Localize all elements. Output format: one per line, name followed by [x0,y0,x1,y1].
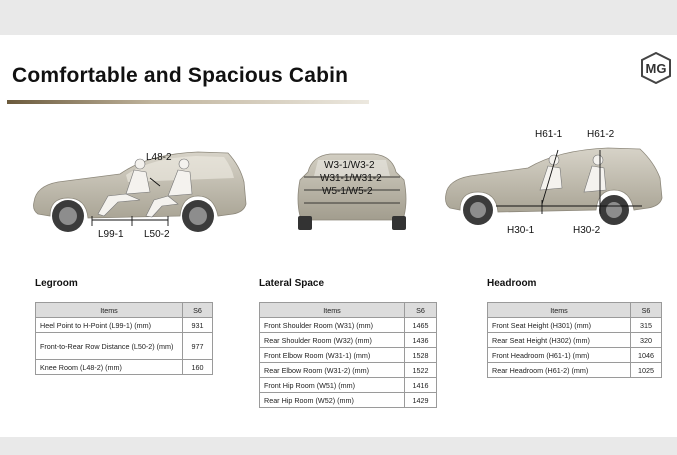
value-cell: 315 [631,318,662,333]
table-row [488,363,662,378]
value-cell: 160 [183,360,213,375]
svg-text:MG: MG [645,61,667,76]
item-cell: Front Hip Room (W51) (mm) [260,378,405,393]
table-header-row [36,303,213,318]
value-cell: 1429 [405,393,437,408]
label-l50-2: L50-2 [144,229,170,240]
item-cell: Front Seat Height (H301) (mm) [488,318,631,333]
lateral-space-heading: Lateral Space [259,278,325,289]
column-header-s6: S6 [405,303,437,318]
headroom-table [487,302,662,378]
headroom-heading: Headroom [487,278,537,289]
item-cell: Rear Hip Room (W52) (mm) [260,393,405,408]
label-h61-1: H61-1 [535,129,563,140]
table-row [36,360,213,375]
value-cell: 1528 [405,348,437,363]
label-h61-2: H61-2 [587,129,615,140]
title-underline [7,100,369,104]
label-w5: W5-1/W5-2 [322,186,373,197]
table-row [260,393,437,408]
item-cell: Front Shoulder Room (W31) (mm) [260,318,405,333]
table-row [488,318,662,333]
table-header-row [488,303,662,318]
item-cell: Knee Room (L48-2) (mm) [36,360,183,375]
value-cell: 1025 [631,363,662,378]
value-cell: 1046 [631,348,662,363]
column-header-s6: S6 [631,303,662,318]
label-l99-1: L99-1 [98,229,124,240]
item-cell: Rear Seat Height (H302) (mm) [488,333,631,348]
item-cell: Heel Point to H-Point (L99-1) (mm) [36,318,183,333]
label-l48-2: L48-2 [146,152,172,163]
column-header-items: Items [36,303,183,318]
label-h30-1: H30-1 [507,225,535,236]
item-cell: Front Headroom (H61-1) (mm) [488,348,631,363]
table-row [260,318,437,333]
item-cell: Front-to-Rear Row Distance (L50-2) (mm) [36,333,183,360]
headroom-car-illustration [442,144,666,228]
column-header-s6: S6 [183,303,213,318]
mg-logo-icon [640,52,672,84]
value-cell: 931 [183,318,213,333]
table-row [36,318,213,333]
table-row [488,348,662,363]
column-header-items: Items [488,303,631,318]
table-row [260,348,437,363]
table-row [260,333,437,348]
label-w3: W3-1/W3-2 [324,160,375,171]
table-row [36,333,213,360]
table-row [260,378,437,393]
lateral-space-table [259,302,437,408]
item-cell: Rear Elbow Room (W31-2) (mm) [260,363,405,378]
page-title: Comfortable and Spacious Cabin [12,64,349,87]
table-row [488,333,662,348]
column-header-items: Items [260,303,405,318]
legroom-heading: Legroom [35,278,78,289]
label-w31: W31-1/W31-2 [320,173,382,184]
item-cell: Rear Shoulder Room (W32) (mm) [260,333,405,348]
value-cell: 1436 [405,333,437,348]
table-row [260,363,437,378]
value-cell: 1465 [405,318,437,333]
item-cell: Rear Headroom (H61-2) (mm) [488,363,631,378]
item-cell: Front Elbow Room (W31-1) (mm) [260,348,405,363]
value-cell: 1522 [405,363,437,378]
legroom-table [35,302,213,375]
value-cell: 1416 [405,378,437,393]
value-cell: 977 [183,333,213,360]
label-h30-2: H30-2 [573,225,601,236]
table-header-row [260,303,437,318]
side-view-car-illustration [28,144,250,244]
value-cell: 320 [631,333,662,348]
